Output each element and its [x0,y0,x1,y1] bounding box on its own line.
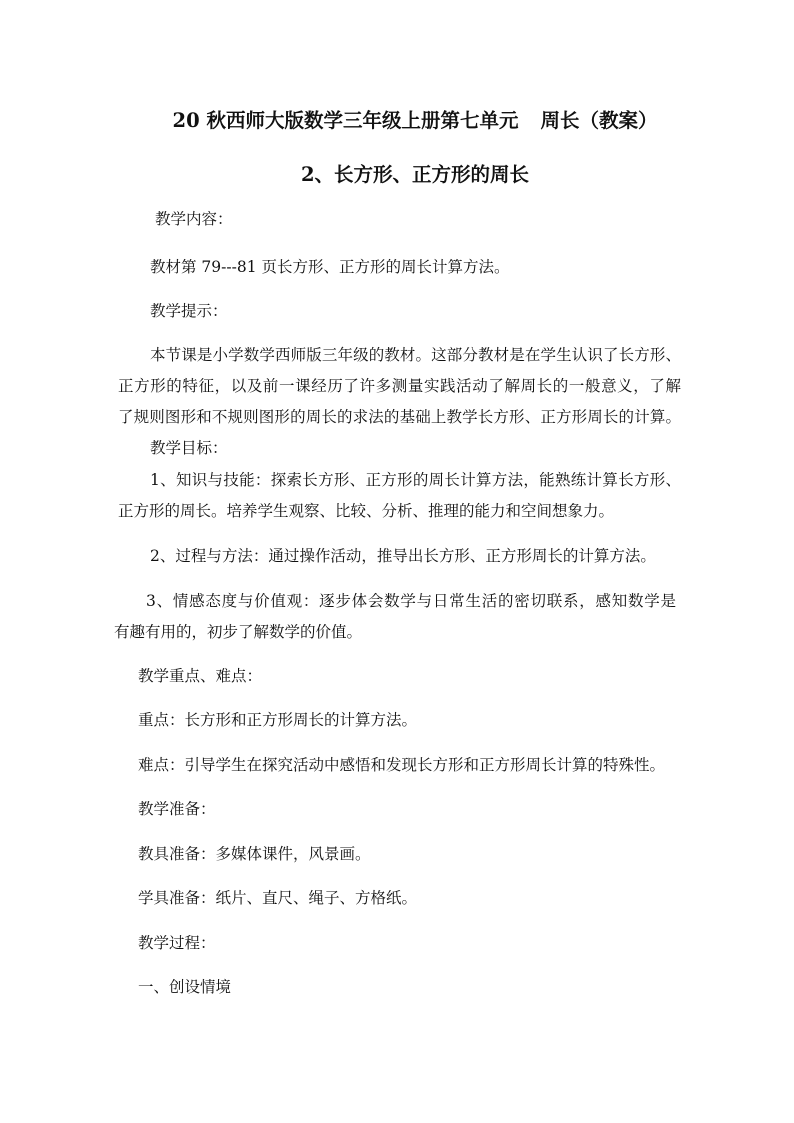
document-title [0,105,794,133]
difficult-point: 难点：引导学生在探究活动中感悟和发现长方形和正方形周长计算的特殊性。 [138,756,666,774]
preparation-heading: 教学准备： [138,800,216,818]
content-heading: 教学内容： [155,210,233,228]
goals-heading: 教学目标： [150,439,228,457]
teacher-preparation: 教具准备：多媒体课件，风景画。 [138,845,371,863]
student-preparation: 学具准备：纸片、直尺、绳子、方格纸。 [138,889,418,907]
key-point: 重点：长方形和正方形周长的计算方法。 [138,711,418,729]
goal-1-line-2: 正方形的周长。培养学生观察、比较、分析、推理的能力和空间想象力。 [118,502,615,520]
goal-3-line-1: 3、情感态度与价值观：逐步体会数学与日常生活的密切联系，感知数学是 [146,592,676,610]
goal-3-line-2: 有趣有用的，初步了解数学的价值。 [114,623,363,641]
title-main: 20 秋西师大版数学三年级上册第七单元 [172,109,519,132]
tips-line-3: 了规则图形和不规则图形的周长的求法的基础上教学长方形、正方形周长的计算。 [118,408,681,426]
goal-1-line-1: 1、知识与技能：探索长方形、正方形的周长计算方法，能熟练计算长方形、 [150,471,681,489]
goal-2: 2、过程与方法：通过操作活动，推导出长方形、正方形周长的计算方法。 [150,547,656,565]
tips-line-2: 正方形的特征，以及前一课经历了许多测量实践活动了解周长的一般意义，了解 [118,377,681,395]
title-suffix: 周长（教案） [540,109,658,132]
content-text: 教材第 79---81 页长方形、正方形的周长计算方法。 [150,258,510,276]
tips-line-1: 本节课是小学数学西师版三年级的教材。这部分教材是在学生认识了长方形、 [150,346,681,364]
document-subtitle: 2、长方形、正方形的周长 [300,163,530,186]
process-step-1: 一、创设情境 [138,978,232,996]
tips-heading: 教学提示： [150,302,228,320]
key-difficult-heading: 教学重点、难点： [138,667,263,685]
process-heading: 教学过程： [138,934,216,952]
